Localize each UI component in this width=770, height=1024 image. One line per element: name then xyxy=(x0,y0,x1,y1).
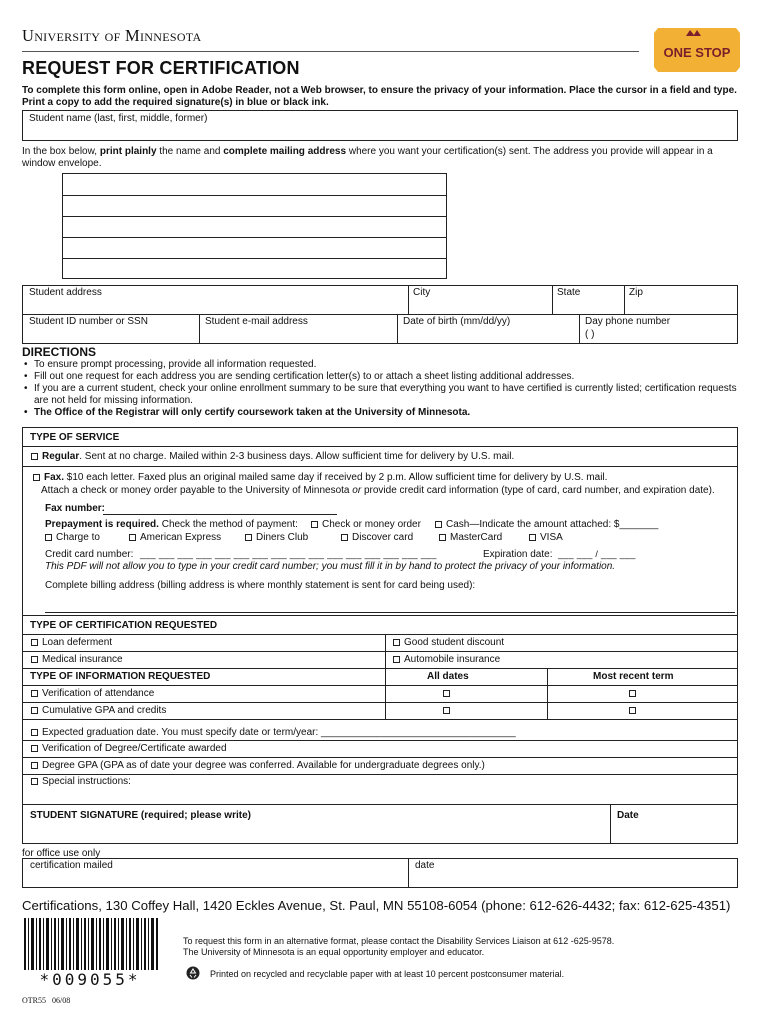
certification-section xyxy=(22,615,738,805)
state-field[interactable]: State xyxy=(557,287,581,298)
recycled-note: Printed on recycled and recyclable paper with at least 10 percent postconsumer material. xyxy=(210,969,565,979)
expiration-label: Expiration date: xyxy=(483,549,553,560)
expiration-field[interactable]: ___ ___ / ___ ___ xyxy=(558,549,636,559)
email-field[interactable]: Student e-mail address xyxy=(205,316,308,327)
signature-date-field[interactable]: Date xyxy=(617,810,639,821)
fax-option[interactable]: Fax. $10 each letter. Faxed plus an original mailed same day if received by 2 p.m. Allow sufficient time for delivery by U.S. mail. xyxy=(33,472,607,483)
degree-verification-option[interactable]: Verification of Degree/Certificate awarded xyxy=(31,743,227,754)
directions-item: • To ensure prompt processing, provide all information requested. xyxy=(22,359,744,371)
billing-address-field[interactable] xyxy=(45,612,735,613)
visa-option[interactable]: VISA xyxy=(529,532,563,543)
gpa-row-label: Cumulative GPA and credits xyxy=(31,705,166,716)
attendance-recent-checkbox[interactable] xyxy=(629,690,636,697)
service-section xyxy=(22,427,738,616)
attach-note: Attach a check or money order payable to the University of Minnesota or provide credit card information (type of card, card number, and expiration date). xyxy=(41,485,715,496)
header-rule xyxy=(22,51,639,52)
signature-row xyxy=(22,804,738,844)
expected-graduation-option[interactable]: Expected graduation date. You must specify date or term/year: ___________________________________ xyxy=(31,727,516,738)
special-instructions-option[interactable]: Special instructions: xyxy=(31,776,131,787)
gpa-all-dates-checkbox[interactable] xyxy=(443,707,450,714)
good-student-option[interactable]: Good student discount xyxy=(393,637,504,648)
address-line xyxy=(63,258,446,259)
check-option[interactable]: Check or money order xyxy=(311,519,421,530)
page-title: REQUEST FOR CERTIFICATION xyxy=(22,58,300,78)
student-name-field[interactable]: Student name (last, first, middle, former) xyxy=(22,110,738,141)
address-line xyxy=(63,195,446,196)
certifications-address: Certifications, 130 Coffey Hall, 1420 Eckles Avenue, St. Paul, MN 55108-6054 (phone: 612-626-4432; fax: 612-625-4351) xyxy=(22,898,731,913)
office-use-row xyxy=(22,858,738,888)
degree-gpa-option[interactable]: Degree GPA (GPA as of date your degree was conferred. Available for undergraduate degrees only.) xyxy=(31,760,485,771)
all-dates-header: All dates xyxy=(427,671,469,682)
dob-field[interactable]: Date of birth (mm/dd/yy) xyxy=(403,316,511,327)
fax-number-field[interactable] xyxy=(103,514,337,515)
pdf-privacy-note: This PDF will not allow you to type in your credit card number; you must fill it in by hand to protect the privacy of your information. xyxy=(45,561,616,572)
form-instructions: To complete this form online, open in Adobe Reader, not a Web browser, to ensure the privacy of your information. Place the cursor in a field and type. Print a copy to add the required signature(s) in blue or black ink. xyxy=(22,85,737,108)
directions-item: • If you are a current student, check your online enrollment summary to be sure that everything you want to have certified is currently listed; certification requests are not held for missing information. xyxy=(22,383,744,407)
phone-field[interactable]: Day phone number xyxy=(585,316,671,327)
student-address-field[interactable]: Student address xyxy=(29,287,102,298)
diners-option[interactable]: Diners Club xyxy=(245,532,308,543)
mailing-intro: In the box below, print plainly the name and complete mailing address where you want your certification(s) sent. The address you provide will appear in a window envelope. xyxy=(22,146,713,169)
checkbox[interactable] xyxy=(33,474,40,481)
form-code: OTR55 06/08 xyxy=(22,996,71,1005)
automobile-insurance-option[interactable]: Automobile insurance xyxy=(393,654,500,665)
student-signature-field[interactable]: STUDENT SIGNATURE (required; please write) xyxy=(30,810,251,821)
directions-heading: DIRECTIONS xyxy=(22,345,97,359)
mastercard-option[interactable]: MasterCard xyxy=(439,532,502,543)
cert-heading: TYPE OF CERTIFICATION REQUESTED xyxy=(30,620,218,631)
attendance-all-dates-checkbox[interactable] xyxy=(443,690,450,697)
recycle-icon xyxy=(186,966,200,980)
mailing-address-box[interactable] xyxy=(62,173,447,279)
address-row xyxy=(22,285,738,315)
one-stop-logo xyxy=(650,24,744,76)
barcode xyxy=(22,918,160,974)
cc-number-field[interactable]: ___ ___ ___ ___ ___ ___ ___ ___ ___ ___ ___ ___ ___ ___ ___ ___ xyxy=(140,549,437,559)
cash-option[interactable]: Cash—Indicate the amount attached: $_______ xyxy=(435,519,658,530)
city-field[interactable]: City xyxy=(413,287,431,298)
amex-option[interactable]: American Express xyxy=(129,532,221,543)
alt-format-note: To request this form in an alternative format, please contact the Disability Services Liaison at 612 -625-9578. The University of Minnesota is an equal opportunity employer and educator. xyxy=(183,936,615,957)
medical-insurance-option[interactable]: Medical insurance xyxy=(31,654,123,665)
fax-number-label: Fax number: xyxy=(45,503,106,514)
address-line xyxy=(63,237,446,238)
directions-list xyxy=(22,359,744,419)
phone-area-code: ( ) xyxy=(585,329,595,340)
most-recent-header: Most recent term xyxy=(593,671,674,682)
cc-number-label: Credit card number: xyxy=(45,549,134,560)
discover-option[interactable]: Discover card xyxy=(341,532,413,543)
checkbox[interactable] xyxy=(31,453,38,460)
prepay-line: Prepayment is required. Check the method of payment: xyxy=(45,519,298,530)
attendance-row-label: Verification of attendance xyxy=(31,688,154,699)
office-use-label: for office use only xyxy=(22,848,101,859)
address-line xyxy=(63,216,446,217)
gpa-recent-checkbox[interactable] xyxy=(629,707,636,714)
info-heading: TYPE OF INFORMATION REQUESTED xyxy=(30,671,211,682)
student-id-field[interactable]: Student ID number or SSN xyxy=(29,316,148,327)
regular-option[interactable]: Regular. Sent at no charge. Mailed within 2-3 business days. Allow sufficient time for delivery by U.S. mail. xyxy=(31,451,514,462)
barcode-number: *009055* xyxy=(22,970,158,992)
id-row xyxy=(22,314,738,344)
service-heading: TYPE OF SERVICE xyxy=(30,432,120,443)
billing-address-label: Complete billing address (billing address is where monthly statement is sent for card being used): xyxy=(45,580,476,591)
office-date-field: date xyxy=(415,860,435,871)
loan-deferment-option[interactable]: Loan deferment xyxy=(31,637,112,648)
svg-text:ONE STOP: ONE STOP xyxy=(663,45,731,60)
certification-mailed-field: certification mailed xyxy=(30,860,113,871)
directions-item: • The Office of the Registrar will only certify coursework taken at the University of Minnesota. xyxy=(22,407,744,419)
directions-item: • Fill out one request for each address you are sending certification letter(s) to or attach a sheet listing additional addresses. xyxy=(22,371,744,383)
zip-field[interactable]: Zip xyxy=(629,287,643,298)
charge-option[interactable]: Charge to xyxy=(45,532,100,543)
university-name: University of Minnesota xyxy=(22,26,202,45)
